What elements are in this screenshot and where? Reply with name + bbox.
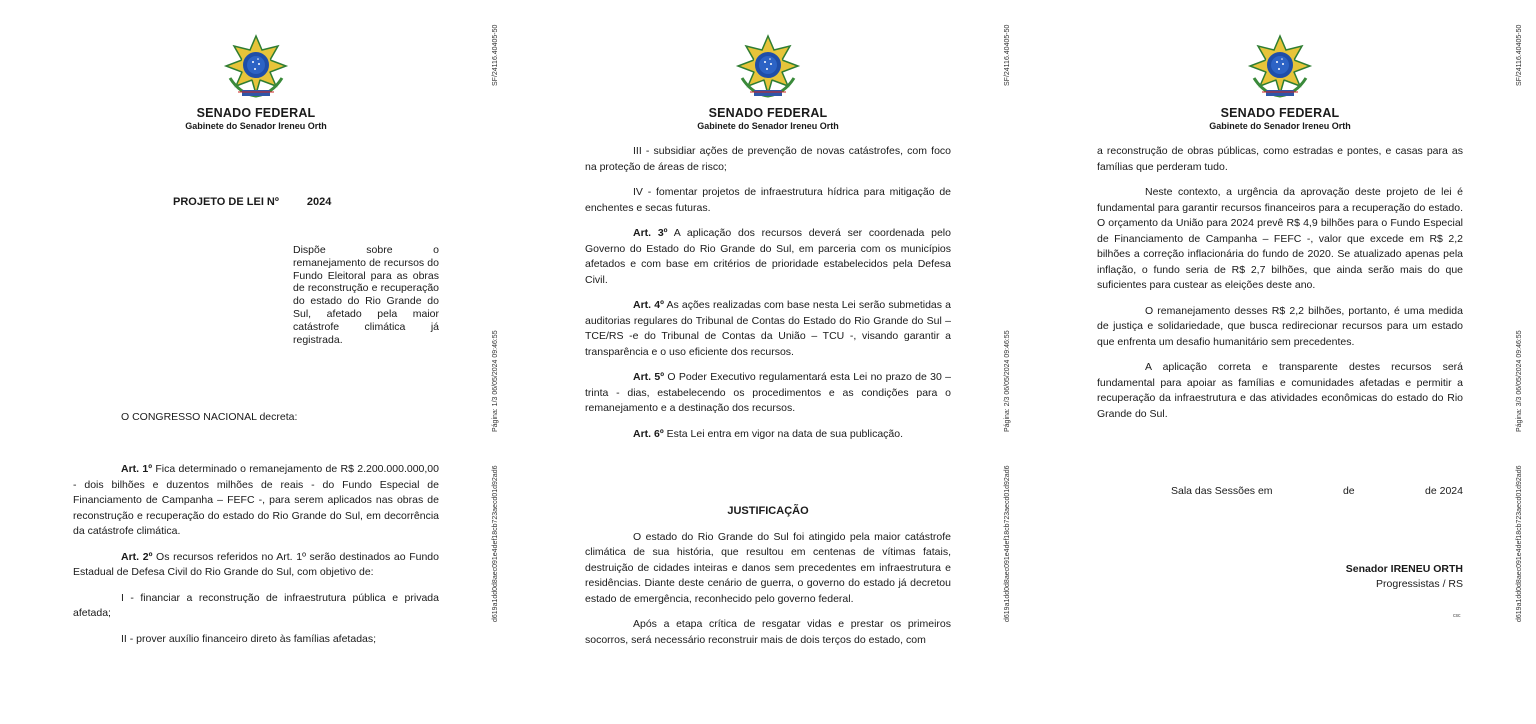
article-6 — [585, 427, 951, 443]
article-2-text: Os recursos referidos no Art. 1º serão destinados ao Fundo Estadual de Defesa Civil do Rio Grande do Sul, com objetivo de: — [73, 550, 439, 578]
justification-paragraph-2: Após a etapa crítica de resgatar vidas e prestar os primeiros socorros, será necessário reconstruir mais de dois terços do estado, com — [585, 618, 951, 646]
article-3-text: A aplicação dos recursos deverá ser coordenada pelo Governo do Estado do Rio Grande do Sul, em parceria com os municípios afetados e com base em critérios de prioridade estabelecidos pela Defesa Civil. — [585, 227, 951, 286]
inciso-2: II - prover auxílio financeiro direto às famílias afetadas; — [121, 632, 377, 645]
justification-heading: JUSTIFICAÇÃO — [727, 505, 809, 517]
org-subtitle: Gabinete do Senador Ireneu Orth — [697, 121, 839, 131]
org-title: SENADO FEDERAL — [708, 106, 828, 120]
article-3-label: Art. 3º — [633, 227, 668, 239]
justification-paragraph-4: O remanejamento desses R$ 2,2 bilhões, portanto, é uma medida de justiça e solidariedade, que busca redirecionar recursos para um estado que enfrenta um desafio humanitário sem precedentes. — [1097, 304, 1463, 348]
signature-block — [1250, 562, 1463, 592]
org-header — [512, 106, 1024, 131]
article-1 — [73, 462, 439, 540]
org-header — [1024, 106, 1536, 131]
inciso-3: III - subsidiar ações de prevenção de novas catástrofes, com foco na proteção de áreas de risco; — [585, 145, 951, 173]
brazil-coat-of-arms-icon — [1244, 34, 1316, 100]
justification-paragraph-5: A aplicação correta e transparente destes recursos será fundamental para apoiar as famílias e comunidades afetadas e permitir a recuperação da infraestrutura e das atividades econômicas do estado do Rio Grande do Sul. — [1097, 361, 1463, 420]
session-label: Sala das Sessões em — [1171, 485, 1273, 497]
session-date-line — [1171, 485, 1463, 497]
org-title: SENADO FEDERAL — [196, 106, 316, 120]
brazil-coat-of-arms-icon — [732, 34, 804, 100]
document-page-2: SENADO FEDERAL Gabinete do Senador Ireneu Orth III - subsidiar ações de prevenção de novas catástrofes, com foco na proteção de áreas de risco; IV - fomentar projetos de infraestrutura hídrica para mitigação de enchentes e secas futuras. Art. 3º A aplicação dos recursos deverá ser coordenada pelo Governo do Estado do Rio Grande do Sul, em parceria com os municípios afetados e com base em critérios de prioridade estabelecidos pela Defesa Civil. Art. 4º As ações realizadas com base nesta Lei serão submetidas a auditorias regulares do Tribunal de Contas do Estado do Rio Grande do Sul – TCE/RS -e do Tribunal de Contas da União – TCU -, visando garantir a transparência e o uso eficiente dos recursos. Art. 5º O Poder Executivo regulamentará esta Lei no prazo de 30 – trinta - dias, estabelecendo os procedimentos e as condições para o remanejamento e a destinação dos recursos. Art. 6º Esta Lei entra em vigor na data de sua publicação. JUSTIFICAÇÃO O estado do Rio Grande do Sul foi atingido pela maior catástrofe climática de sua história, que resultou em centenas de vítimas fatais, destruição de cidades inteiras e danos sem precedentes em infraestrutura e residências. Diante deste cenário de guerra, o governo do estado já decretou estado de emergência, reconhecido pelo governo federal. Após a etapa crítica de resgatar vidas e prestar os primeiros socorros, será necessário reconstruir mais de dois terços do estado, com SF/24116.40405-50 Página: 2/3 06/05/2024 09:46:55 d619a1dd0d8aec091e4def18cb723aecd01d92ad6 — [512, 0, 1024, 724]
article-2 — [73, 550, 439, 581]
document-page-3: SENADO FEDERAL Gabinete do Senador Ireneu Orth a reconstrução de obras públicas, como estradas e pontes, e casas para as famílias que perderam tudo. Neste contexto, a urgência da aprovação deste projeto de lei é fundamental para garantir recursos financeiros para a recuperação do estado. O orçamento da União para 2024 prevê R$ 4,9 bilhões para o Fundo Especial de Financiamento de Campanha – FEFC -, valor que excede em R$ 2,2 bilhões a correção inflacionária do fundo de 2020. Se atualizado apenas pela inflação, o fundo seria de R$ 2,7 bilhões, que ainda serão mais do que suficientes para custear as eleições deste ano. O remanejamento desses R$ 2,2 bilhões, portanto, é uma medida de justiça e solidariedade, que busca redirecionar recursos para um estado que enfrenta um desafio humanitário sem precedentes. A aplicação correta e transparente destes recursos será fundamental para apoiar as famílias e comunidades afetadas e permitir a recuperação da infraestrutura e das atividades econômicas do estado do Rio Grande do Sul. SF/24116.40405-50 Página: 3/3 06/05/2024 09:46:55 d619a1dd0d8aec091e4def18cb723aecd01d92ad6 — [1024, 0, 1536, 724]
org-title: SENADO FEDERAL — [1220, 106, 1340, 120]
session-year: de 2024 — [1425, 485, 1463, 497]
enacting-clause: O CONGRESSO NACIONAL decreta: — [121, 411, 298, 423]
article-6-label: Art. 6º — [633, 427, 664, 440]
org-subtitle: Gabinete do Senador Ireneu Orth — [1209, 121, 1351, 131]
typist-initials: csc — [1453, 613, 1461, 619]
document-page-1: SENADO FEDERAL Gabinete do Senador Ireneu Orth PROJETO DE LEI Nº 2024 Dispõe sobre o remanejamento de recursos do Fundo Eleitoral para as obras de reconstrução e recuperação do estado do Rio Grande do Sul, afetado pela maior catástrofe climática já registrada. O CONGRESSO NACIONAL decreta: Art. 1º Fica determinado o remanejamento de R$ 2.200.000.000,00 - dois bilhões e duzentos milhões de reais - do Fundo Especial de Financiamento de Campanha – FEFC -, para serem aplicados nas obras de reconstrução e recuperação do estado do Rio Grande do Sul, em decorrência da catástrofe climática. Art. 2º Os recursos referidos no Art. 1º serão destinados ao Fundo Estadual de Defesa Civil do Rio Grande do Sul, com objetivo de: I - financiar a reconstrução de infraestrutura pública e privada afetada; II - prover auxílio financeiro direto às famílias afetadas; SF/24116.40405-50 Página: 1/3 06/05/2024 09:46:55 d619a1dd0d8aec091e4def18cb723aecd01d92ad6 — [0, 0, 512, 724]
session-de: de — [1342, 485, 1355, 497]
org-header — [0, 106, 512, 131]
brazil-coat-of-arms-icon — [220, 34, 292, 100]
article-4-text: As ações realizadas com base nesta Lei serão submetidas a auditorias regulares do Tribunal de Contas do Estado do Rio Grande do Sul – TCE/RS -e do Tribunal de Contas da União – TCU -, visando garantir a transparência e o uso eficiente dos recursos. — [585, 299, 951, 358]
article-5-label: Art. 5º — [633, 371, 665, 383]
inciso-4: IV - fomentar projetos de infraestrutura hídrica para mitigação de enchentes e secas futuras. — [585, 186, 951, 214]
justification-continued — [1097, 144, 1463, 432]
bill-title-label: PROJETO DE LEI Nº — [173, 196, 279, 208]
inciso-1: I - financiar a reconstrução de infraestrutura pública e privada afetada; — [73, 591, 439, 619]
org-subtitle: Gabinete do Senador Ireneu Orth — [185, 121, 327, 131]
article-1-text: Fica determinado o remanejamento de R$ 2.200.000.000,00 - dois bilhões e duzentos milhões de reais - do Fundo Especial de Financiamento de Campanha – FEFC -, para serem aplicados nas obras de reconstrução e recuperação do estado do Rio Grande do Sul, em decorrência da catástrofe climática. — [73, 463, 439, 537]
articles-page-1 — [73, 462, 439, 657]
article-6-text: Esta Lei entra em vigor na data de sua publicação. — [663, 427, 904, 440]
article-5-text: O Poder Executivo regulamentará esta Lei no prazo de 30 – trinta - dias, estabelecendo os procedimentos e as condições para o remanejamento e a destinação dos recursos. — [585, 371, 951, 414]
justification-continuation: a reconstrução de obras públicas, como estradas e pontes, e casas para as famílias que perderam tudo. — [1097, 145, 1463, 173]
article-5 — [585, 370, 951, 417]
justification-paragraph-3: Neste contexto, a urgência da aprovação deste projeto de lei é fundamental para garantir recursos financeiros para a recuperação do estado. O orçamento da União para 2024 prevê R$ 4,9 bilhões para o Fundo Especial de Financiamento de Campanha – FEFC -, valor que excede em R$ 2,2 bilhões a correção inflacionária do fundo de 2020. Se atualizado apenas pela inflação, o fundo seria de R$ 2,7 bilhões, que ainda serão mais do que suficientes para custear as eleições deste ano. — [1097, 186, 1463, 291]
article-1-label: Art. 1º — [121, 463, 153, 475]
justification-paragraph-1: O estado do Rio Grande do Sul foi atingido pela maior catástrofe climática de sua história, que resultou em centenas de vítimas fatais, destruição de cidades inteiras e danos sem precedentes em infraestrutura e residências. Diante deste cenário de guerra, o governo do estado já decretou estado de emergência, reconhecido pelo governo federal. — [585, 530, 951, 605]
justification-section — [585, 504, 951, 658]
signer-party: Progressistas / RS — [1376, 578, 1463, 590]
bill-title — [173, 196, 331, 208]
articles-page-2 — [585, 144, 951, 452]
article-2-label: Art. 2º — [121, 550, 153, 563]
bill-title-year: 2024 — [306, 196, 332, 208]
article-3 — [585, 226, 951, 288]
bill-summary: Dispõe sobre o remanejamento de recursos do Fundo Eleitoral para as obras de reconstrução e recuperação do estado do Rio Grande do Sul, afetado pela maior catástrofe climática já registrada. — [293, 244, 439, 346]
signer-name: Senador IRENEU ORTH — [1345, 563, 1463, 575]
article-4 — [585, 298, 951, 360]
article-4-label: Art. 4º — [633, 299, 664, 311]
